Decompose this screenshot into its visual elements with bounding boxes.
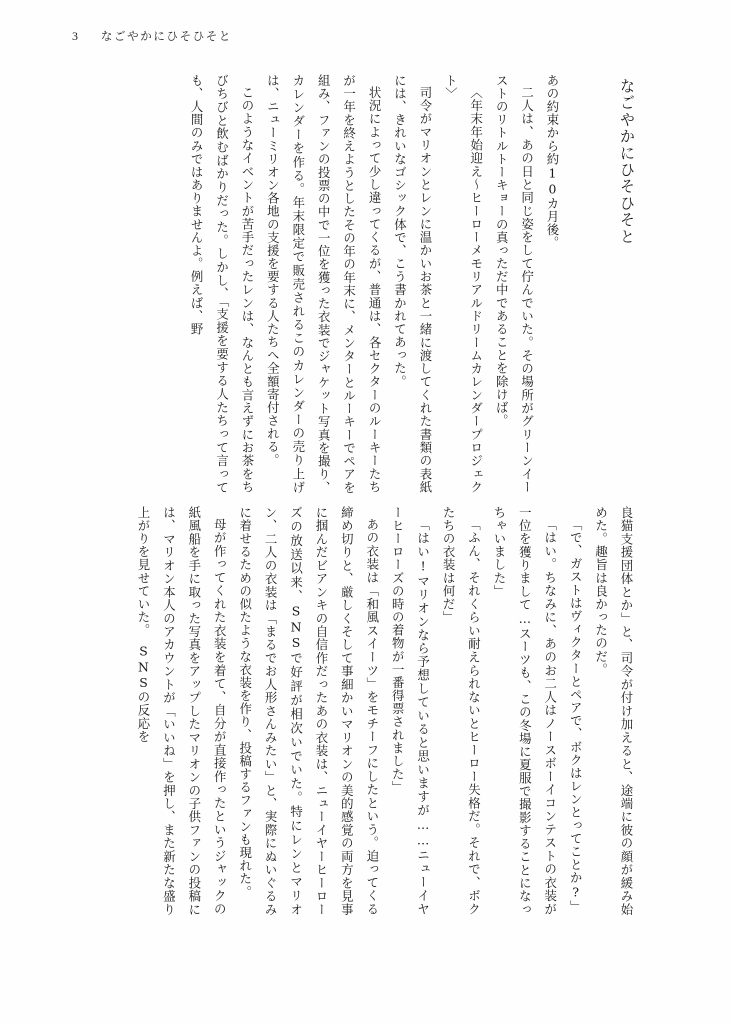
paragraph: 「はい!マリオンなら予想していると思いますが……ニューイヤーヒーローズの時の着物が一番得票されました」	[390, 506, 431, 916]
paragraph: 良猫支援団体とか」と、司令が付け加えると、途端に彼の顔が緩み始めた。趣旨は良かったのだ。	[593, 506, 634, 916]
body-text-lower	[78, 506, 639, 916]
paragraph: このようなイベントが苦手だったレンは、なんとも言えずにお茶をちびちびと飲むばかりだった。しかし、「支援を要する人たちって言っても、人間のみではありませんよ。例えば、野	[189, 74, 255, 494]
paragraph: あの衣装は「和風スイーツ」をモチーフにしたという。迫ってくる締め切りと、厳しくそして事細かいマリオンの美的感覚の両方を見事に掴んだビアンキの自信作だったあの衣装は、ニューイヤーヒーローズの放送以来、SNSで好評が相次いでいた。特にレンとマリオン、二人の衣装は「まるでお人形さんみたい」と、実際にぬいぐるみに着せるための似たような衣装を作り、投稿するファンも現れた。	[237, 506, 380, 916]
running-title: なごやかにひそひそと	[100, 29, 233, 43]
paragraph: 母が作ってくれた衣装を着て、自分が直接作ったというジャックの紙風船を手に取った写真をアップしたマリオンの子供ファンの投稿には、マリオン本人のアカウントが「いいね」を押し、また新たな盛り上がりを見せていた。 SNSの反応を	[135, 506, 228, 916]
body-text-upper	[78, 74, 565, 494]
paragraph: 状況によって少し違ってくるが、普通は、各セクターのルーキーたちが一年を終えようとしたその年の年末に、メンターとルーキーでペアを組み、ファンの投票の中で一位を獲った衣装でジャケット写真を撮り、カレンダーを作る。年末限定で販売されるこのカレンダーの売り上げは、ニューミリオン各地の支援を要する人たちへ全額寄付される。	[265, 74, 383, 494]
running-head	[72, 28, 232, 44]
paragraph: あの約束から約10カ月後。	[545, 74, 560, 250]
chapter-title-text: なごやかにひそひそと	[618, 78, 636, 246]
paragraph: 司令がマリオンとレンに温かいお茶と一緒に渡してくれた書類の表紙には、きれいなゴシック体で、こう書かれてあった。	[392, 74, 433, 494]
paragraph: 二人は、あの日と同じ姿をして佇んでいた。その場所がグリーンイーストのリトルトーキョーの真っただ中であることを除けば。	[494, 74, 535, 494]
paragraph: 〈年末年始迎え〜ヒーローメモリアルドリームカレンダープロジェクト〉	[443, 74, 484, 494]
paragraph: 「ふん、それくらい耐えられないとヒーロー失格だ。それで、ボクたちの衣装は何だ」	[441, 506, 482, 916]
page-folio: 3	[72, 29, 79, 43]
paragraph: 「で、ガストはヴィクターとペアで、ボクはレンとってことか?」	[568, 518, 584, 914]
paragraph: 「はい。ちなみに、あのお二人はノースボーイコンテストの衣装が一位を獲りまして…スーツも、この冬場に夏服で撮影することになっちゃいました」	[491, 506, 558, 916]
chapter-title	[615, 78, 639, 308]
